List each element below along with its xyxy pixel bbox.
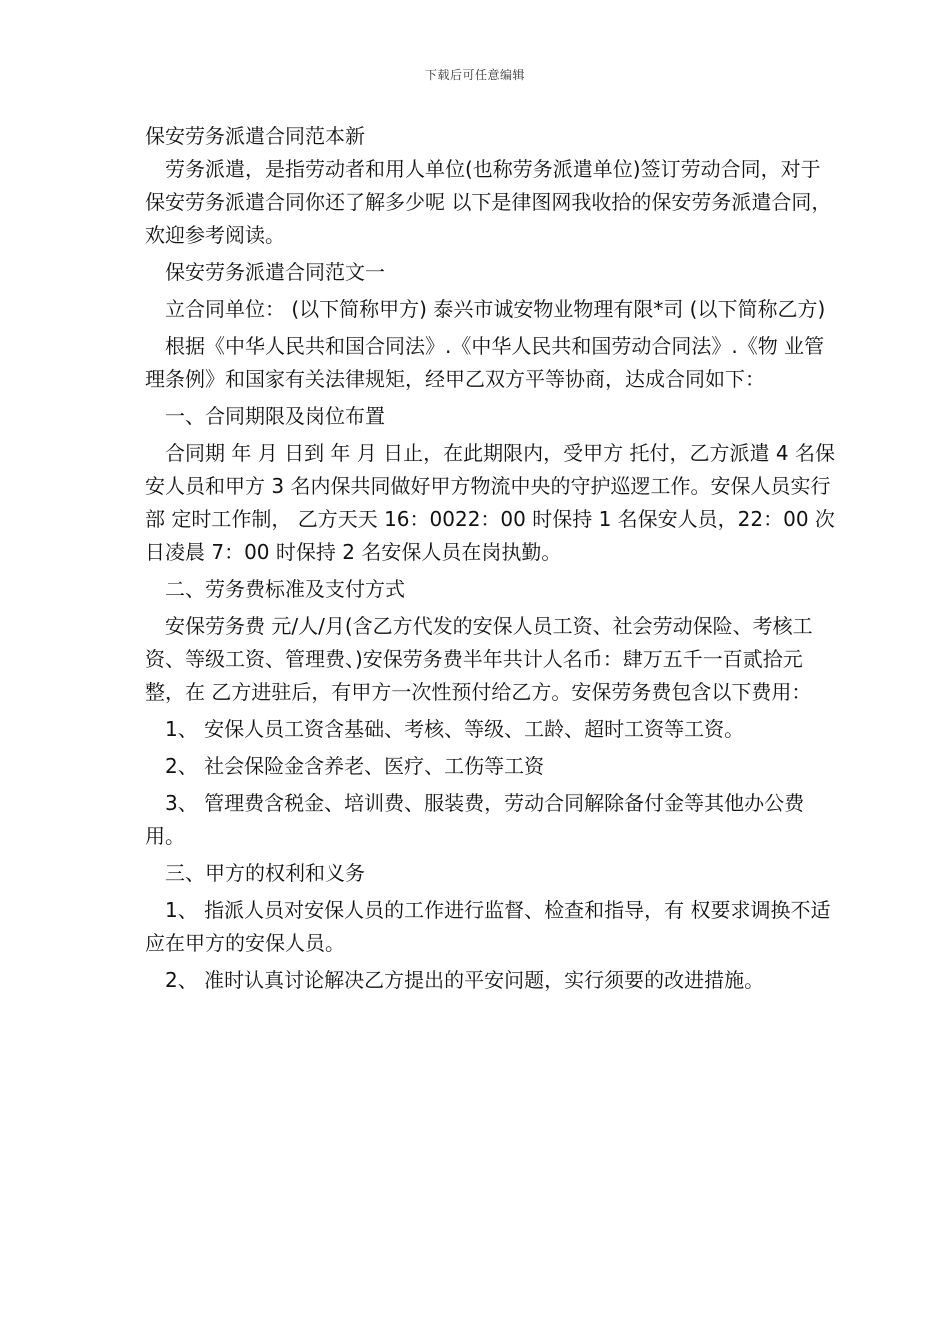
section-heading-fees: 二、劳务费标准及支付方式 <box>165 577 405 601</box>
paragraph-term: 合同期 年 月 日到 年 月 日止，在此期限内，受甲方 托付，乙方派遣 4 名保安人员和甲方 3 名内保共同做好甲方物流中央的守护巡逻工作。安保人员实行部 定时工作制， 乙方天天 16：0022：00 时保持 1 名保安人员，22：00 次日凌晨 7：00 时保持 2 名安保人员在岗执勤。 <box>145 441 835 564</box>
page-header: 下载后可任意编辑 <box>424 68 525 82</box>
document-body <box>145 120 835 1001</box>
paragraph-legal-basis: 根据《中华人民共和国合同法》.《中华人民共和国劳动合同法》.《物 业管理条例》和国家有关法律规矩，经甲乙双方平等协商，达成合同如下： <box>145 334 825 391</box>
list-item-fee-1: 1、 安保人员工资含基础、考核、等级、工龄、超时工资等工资。 <box>165 717 745 741</box>
list-item-fee-2: 2、 社会保险金含养老、医疗、工伤等工资 <box>165 754 545 778</box>
list-item-party-a-2: 2、 准时认真讨论解决乙方提出的平安问题，实行须要的改进措施。 <box>165 968 765 992</box>
list-item-fee-3: 3、 管理费含税金、培训费、服装费，劳动合同解除备付金等其他办公费用。 <box>145 791 805 848</box>
paragraph-intro: 劳务派遣，是指劳动者和用人单位(也称劳务派遣单位)签订劳动合同，对于保安劳务派遣合同你还了解多少呢 以下是律图网我收拾的保安劳务派遣合同，欢迎参考阅读。 <box>145 157 832 247</box>
section-heading-sample-one: 保安劳务派遣合同范文一 <box>165 260 385 284</box>
document-title: 保安劳务派遣合同范本新 <box>145 124 365 148</box>
paragraph-parties: 立合同单位： (以下简称甲方) 泰兴市诚安物业物理有限*司 (以下简称乙方) <box>165 297 826 321</box>
section-heading-party-a: 三、甲方的权利和义务 <box>165 861 365 885</box>
paragraph-fees: 安保劳务费 元/人/月(含乙方代发的安保人员工资、社会劳动保险、考核工资、等级工资、管理费、)安保劳务费半年共计人名币：肆万五千一百贰拾元整，在 乙方进驻后，有甲方一次性预付给乙方。安保劳务费包含以下费用： <box>145 614 813 704</box>
list-item-party-a-1: 1、 指派人员对安保人员的工作进行监督、检查和指导，有 权要求调换不适应在甲方的安保人员。 <box>145 898 831 955</box>
section-heading-term: 一、合同期限及岗位布置 <box>165 404 385 428</box>
